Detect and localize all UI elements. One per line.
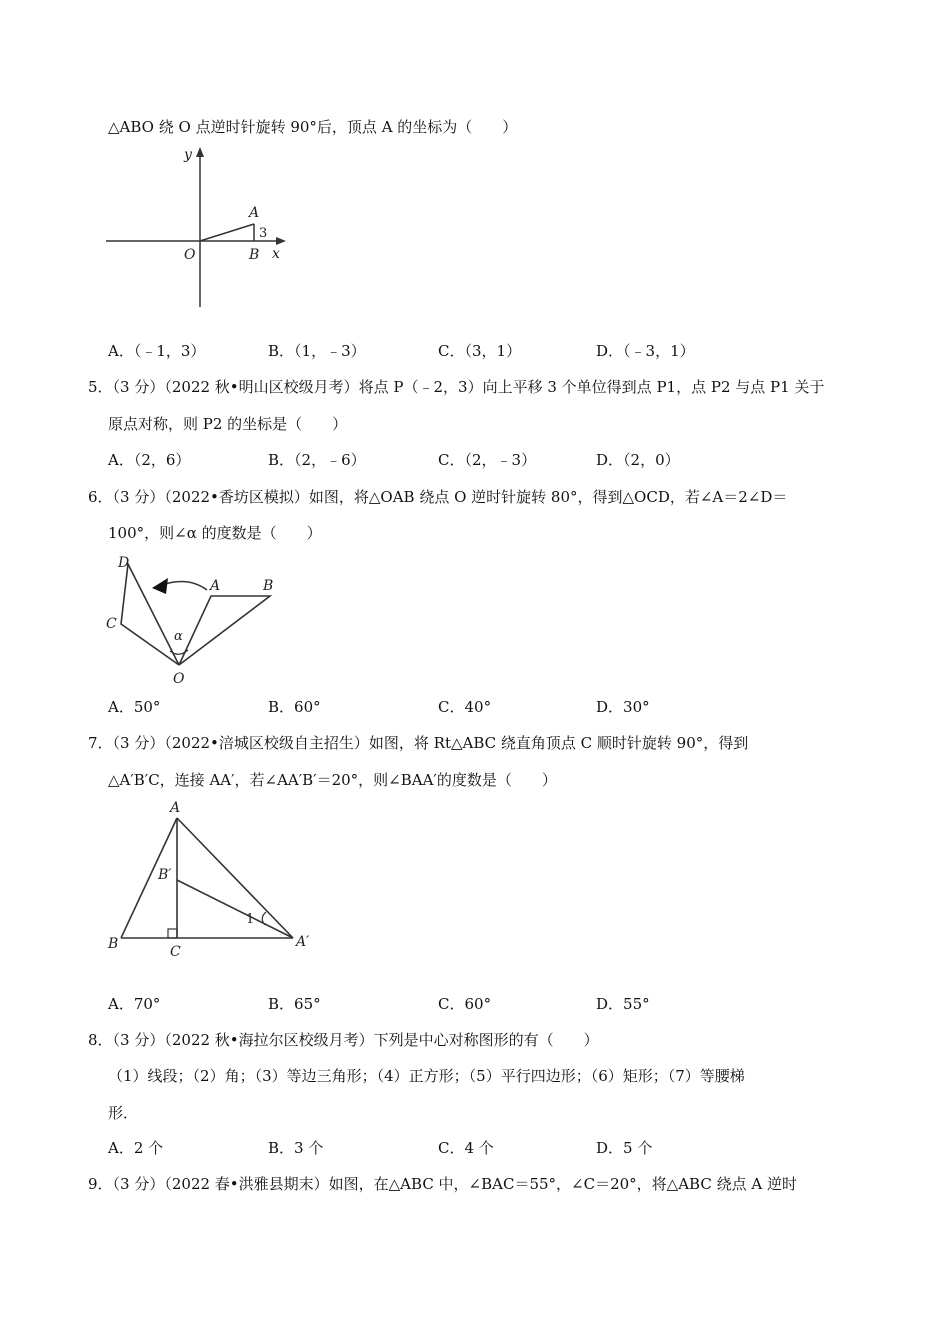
q6-rotation-arrowhead xyxy=(152,578,168,594)
q6-label-a: A xyxy=(210,578,221,594)
q7-option-c[interactable]: C．60° xyxy=(438,995,492,1013)
q5-option-d[interactable]: D．（2，0） xyxy=(596,451,680,469)
q7-label-b: B xyxy=(108,936,119,952)
q7-label-a: A xyxy=(170,800,181,816)
q5-stem-line2: 原点对称，则 P2 的坐标是（ ） xyxy=(108,415,348,433)
q4-label-o: O xyxy=(184,247,196,263)
q5-stem-line1: 5．（3 分）（2022 秋•明山区校级月考）将点 P（﹣2，3）向上平移 3 个单位得到点 P1，点 P2 与点 P1 关于 xyxy=(88,378,825,396)
q7-option-a[interactable]: A．70° xyxy=(108,995,161,1013)
q9-stem-line1: 9．（3 分）（2022 春•洪雅县期末）如图，在△ABC 中，∠BAC＝55°，∠C＝20°，将△ABC 绕点 A 逆时 xyxy=(88,1175,797,1193)
q7-side-aa1 xyxy=(177,818,293,938)
q4-figure xyxy=(104,145,294,315)
q8-stem-line1: 8．（3 分）（2022 秋•海拉尔区校级月考）下列是中心对称图形的有（ ） xyxy=(88,1031,599,1049)
q6-stem-line2: 100°，则∠α 的度数是（ ） xyxy=(108,524,322,542)
q6-stem-line1: 6．（3 分）（2022•香坊区模拟）如图，将△OAB 绕点 O 逆时针旋转 80°，得到△OCD，若∠A＝2∠D＝ xyxy=(88,488,788,506)
q4-option-a[interactable]: A．（﹣1，3） xyxy=(108,342,206,360)
q6-label-alpha: α xyxy=(174,629,183,644)
q8-stem-line3: 形． xyxy=(108,1104,139,1122)
q4-label-x: x xyxy=(272,246,280,262)
q6-option-c[interactable]: C．40° xyxy=(438,698,492,716)
q4-option-c[interactable]: C．（3，1） xyxy=(438,342,522,360)
q6-option-d[interactable]: D．30° xyxy=(596,698,650,716)
q6-rotation-arc xyxy=(162,581,207,590)
q5-option-b[interactable]: B．（2，﹣6） xyxy=(268,451,366,469)
q8-stem-line2: （1）线段；（2）角；（3）等边三角形；（4）正方形；（5）平行四边形；（6）矩形；（7）等腰梯 xyxy=(108,1067,745,1085)
q4-label-y: y xyxy=(184,147,192,163)
q7-stem-line1: 7．（3 分）（2022•涪城区校级自主招生）如图，将 Rt△ABC 绕直角顶点 C 顺时针旋转 90°，得到 xyxy=(88,734,749,752)
q8-option-d[interactable]: D．5 个 xyxy=(596,1139,653,1157)
q5-option-a[interactable]: A．（2，6） xyxy=(108,451,191,469)
q6-triangle-ocd xyxy=(121,564,179,665)
q6-label-b: B xyxy=(263,578,274,594)
q7-label-b1: B′ xyxy=(158,867,172,883)
q4-option-d[interactable]: D．（﹣3，1） xyxy=(596,342,695,360)
q6-triangle-oab xyxy=(179,596,270,665)
q7-right-angle-mark xyxy=(168,929,177,938)
q4-y-arrow xyxy=(196,147,204,157)
q7-figure xyxy=(100,798,330,968)
q6-label-d: D xyxy=(118,555,130,571)
q6-option-b[interactable]: B．60° xyxy=(268,698,321,716)
q7-label-a1: A′ xyxy=(296,934,310,950)
q6-option-a[interactable]: A．50° xyxy=(108,698,161,716)
q8-option-b[interactable]: B．3 个 xyxy=(268,1139,324,1157)
q6-figure xyxy=(100,548,300,688)
q8-option-c[interactable]: C．4 个 xyxy=(438,1139,494,1157)
q4-option-b[interactable]: B．（1，﹣3） xyxy=(268,342,366,360)
q7-stem-line2: △A′B′C，连接 AA′，若∠AA′B′＝20°，则∠BAA′的度数是（ ） xyxy=(108,771,557,789)
q7-side-b1a1 xyxy=(177,880,293,938)
q7-option-b[interactable]: B．65° xyxy=(268,995,321,1013)
q7-label-c: C xyxy=(170,944,181,960)
q6-label-c: C xyxy=(106,616,117,632)
q5-option-c[interactable]: C．（2，﹣3） xyxy=(438,451,537,469)
q7-label-1: 1 xyxy=(246,912,255,927)
q4-side-oa xyxy=(200,224,254,241)
q4-label-3: 3 xyxy=(259,226,268,241)
q4-label-a: A xyxy=(249,205,260,221)
q7-option-d[interactable]: D．55° xyxy=(596,995,650,1013)
q4-stem: △ABO 绕 O 点逆时针旋转 90°后，顶点 A 的坐标为（ ） xyxy=(108,118,518,136)
q4-x-arrow xyxy=(276,237,286,245)
q4-label-b: B xyxy=(249,247,260,263)
q6-label-o: O xyxy=(173,671,185,687)
q8-option-a[interactable]: A．2 个 xyxy=(108,1139,164,1157)
